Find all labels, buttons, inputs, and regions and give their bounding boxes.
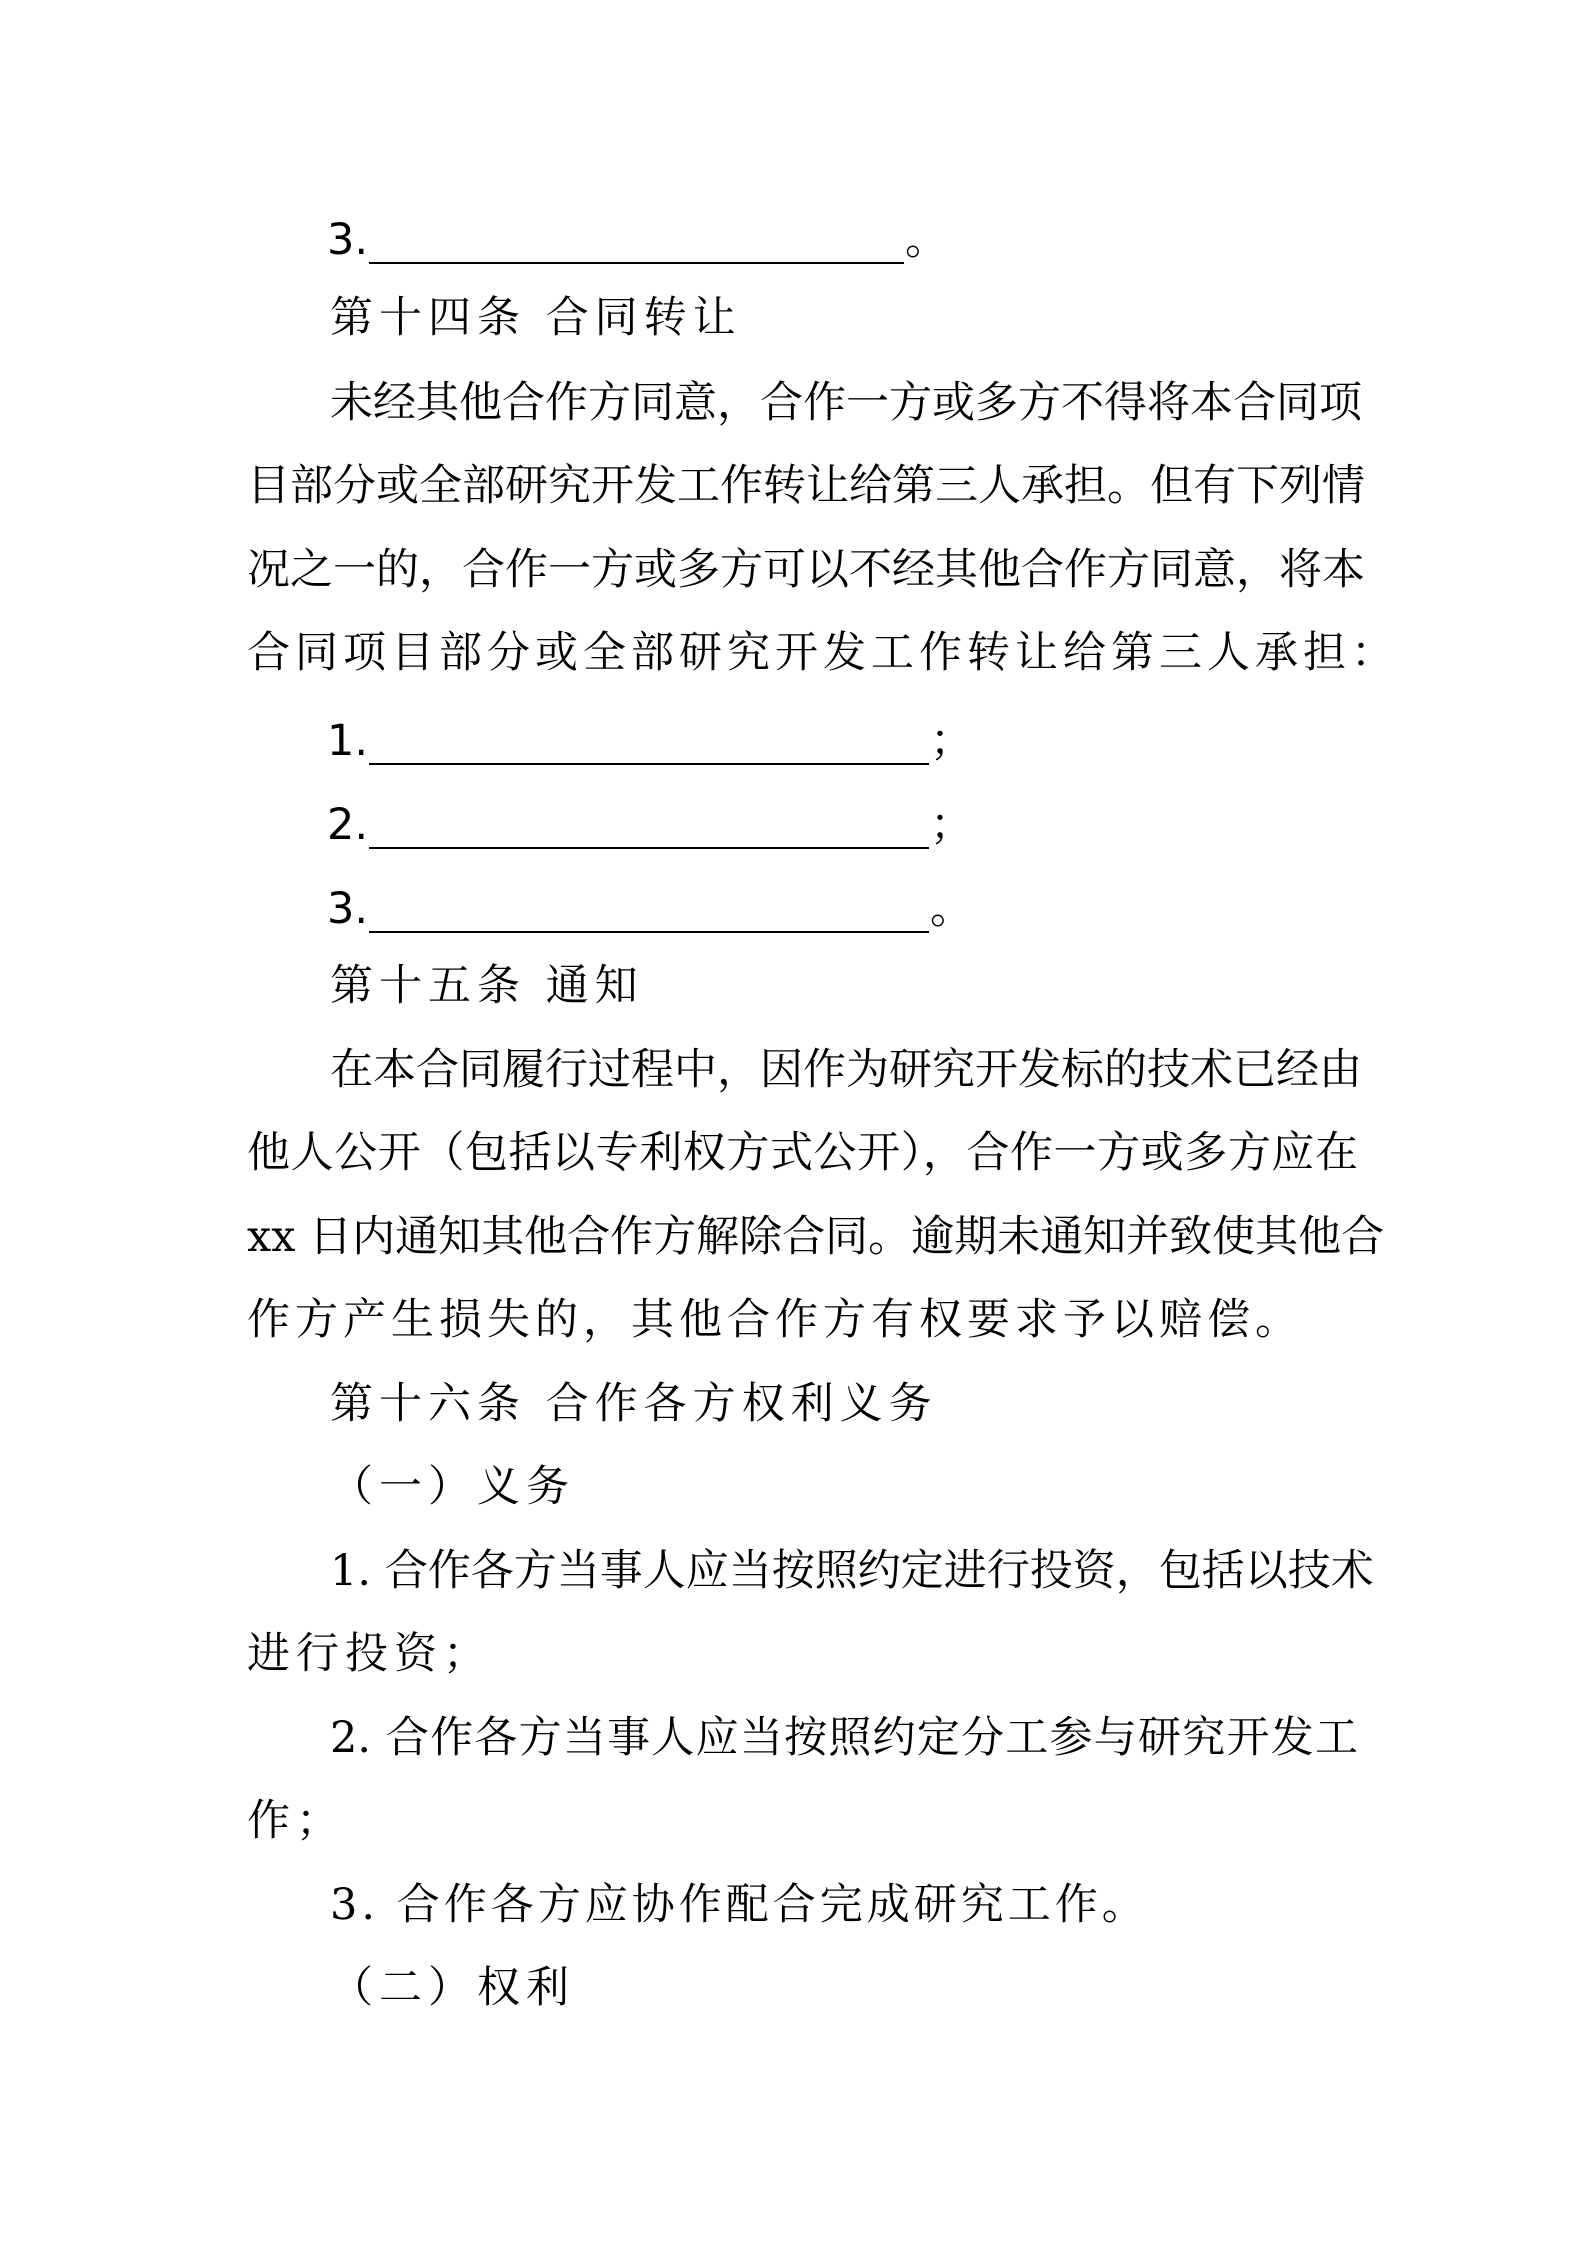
article-15-paragraph-line: 在本合同履行过程中，因作为研究开发标的技术已经由 — [330, 1045, 1362, 1095]
article-16-title: 第十六条 合作各方权利义务 — [330, 1379, 938, 1429]
article-15-paragraph-line: 作方产生损失的，其他合作方有权要求予以赔偿。 — [247, 1295, 1303, 1345]
article-14-item-1 — [327, 711, 987, 771]
article-16-section-rights: （二）权利 — [330, 1963, 575, 2013]
obligation-3-line: 3. 合作各方应协作配合完成研究工作。 — [330, 1880, 1149, 1930]
obligation-2-line: 作； — [247, 1796, 345, 1846]
obligation-1-line: 1. 合作各方当事人应当按照约定进行投资，包括以技术 — [330, 1546, 1374, 1596]
article-14-paragraph-line: 未经其他合作方同意，合作一方或多方不得将本合同项 — [330, 378, 1362, 428]
article-15-paragraph-line: xx 日内通知其他合作方解除合同。逾期未通知并致使其他合 — [247, 1212, 1385, 1262]
blank-underline — [369, 931, 929, 933]
article-14-item-3 — [327, 879, 987, 939]
article-14-item-2 — [327, 795, 987, 855]
item-label: 3. — [327, 215, 369, 265]
item-label: 2. — [327, 800, 369, 850]
obligation-2-line: 2. 合作各方当事人应当按照约定分工参与研究开发工 — [330, 1713, 1358, 1763]
item-end-punct: 。 — [905, 215, 948, 265]
item-end-punct: ； — [930, 800, 973, 850]
article-15-title: 第十五条 通知 — [330, 961, 644, 1011]
article-14-paragraph-line: 合同项目部分或全部研究开发工作转让给第三人承担： — [247, 628, 1399, 678]
item-label: 3. — [327, 884, 369, 934]
item-end-punct: ； — [930, 716, 973, 766]
item-label: 1. — [327, 716, 369, 766]
clause14-prev-item-3 — [327, 210, 967, 270]
article-14-title: 第十四条 合同转让 — [330, 293, 742, 343]
article-16-section-obligations: （一）义务 — [330, 1462, 575, 1512]
blank-underline — [369, 763, 929, 765]
item-end-punct: 。 — [930, 884, 973, 934]
blank-underline — [369, 262, 904, 264]
article-15-paragraph-line: 他人公开（包括以专利权方式公开），合作一方或多方应在 — [247, 1128, 1358, 1178]
article-14-paragraph-line: 况之一的，合作一方或多方可以不经其他合作方同意，将本 — [247, 545, 1365, 595]
blank-underline — [369, 847, 929, 849]
article-14-paragraph-line: 目部分或全部研究开发工作转让给第三人承担。但有下列情 — [247, 461, 1365, 511]
obligation-1-line: 进行投资； — [247, 1629, 492, 1679]
